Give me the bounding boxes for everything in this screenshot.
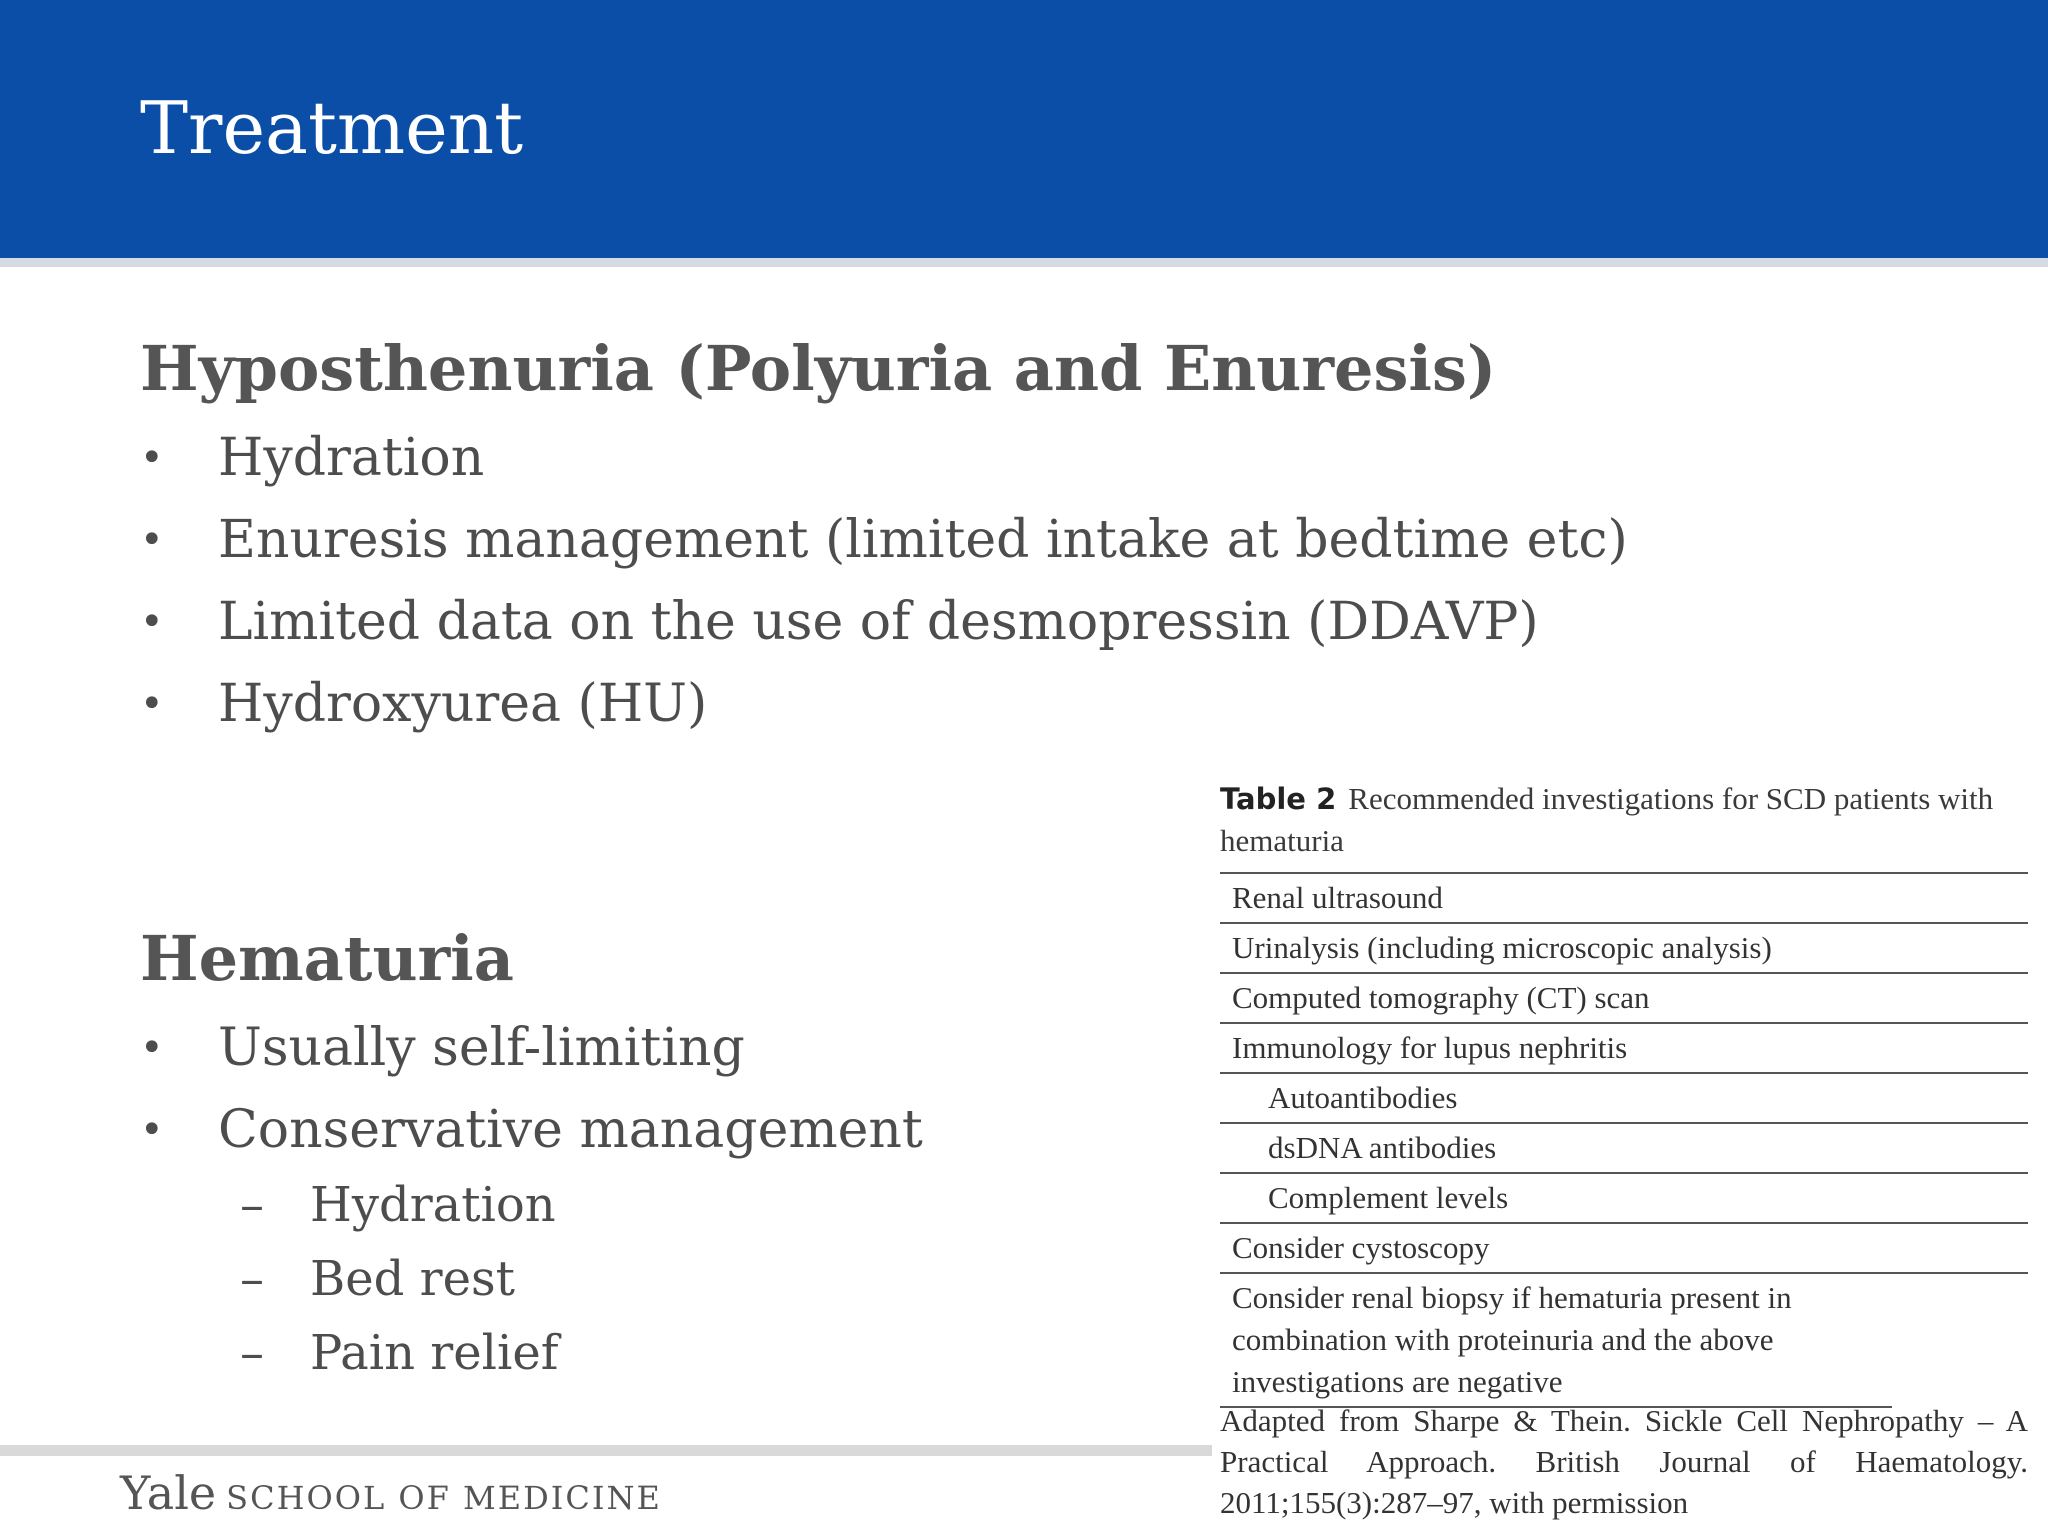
table-row: Immunology for lupus nephritis xyxy=(1220,1024,2028,1074)
table-row: Autoantibodies xyxy=(1220,1074,2028,1124)
table-row: Complement levels xyxy=(1220,1174,2028,1224)
bullet-text: Hydration xyxy=(218,428,485,488)
yale-logo xyxy=(120,1466,662,1520)
table-row: Consider renal biopsy if hematuria present in combination with proteinuria and the above investigations are negative xyxy=(1220,1274,1892,1408)
bullet-icon: • xyxy=(140,599,164,645)
bullet-icon: • xyxy=(140,435,164,481)
section-heading-hematuria: Hematuria xyxy=(140,922,514,995)
header-rule xyxy=(0,258,2048,267)
bullet-icon: • xyxy=(140,681,164,727)
bullet-text: Hydroxyurea (HU) xyxy=(218,674,708,734)
table-rows xyxy=(1220,872,2028,1408)
table-row: Consider cystoscopy xyxy=(1220,1224,2028,1274)
table-label: Table 2 xyxy=(1220,782,1337,816)
sub-bullet-text: Bed rest xyxy=(310,1251,515,1307)
table-row: Renal ultrasound xyxy=(1220,874,2028,924)
table-footnote: Adapted from Sharpe & Thein. Sickle Cell Nephropathy – A Practical Approach. British Journal of Haematology. 2011;155(3):287–97, with permission xyxy=(1220,1403,2028,1520)
bullet-text: Enuresis management (limited intake at bedtime etc) xyxy=(218,510,1628,570)
table-row: dsDNA antibodies xyxy=(1220,1124,2028,1174)
logo-school-text: SCHOOL OF MEDICINE xyxy=(226,1479,662,1517)
slide-title: Treatment xyxy=(140,86,524,170)
table-caption-text: Recommended investigations for SCD patients with hematuria xyxy=(1220,781,1994,858)
bullet-text: Limited data on the use of desmopressin (DDAVP) xyxy=(218,592,1539,652)
dash-icon: – xyxy=(240,1251,264,1307)
dash-icon: – xyxy=(240,1177,264,1233)
dash-icon: – xyxy=(240,1325,264,1381)
logo-yale-text: Yale xyxy=(120,1466,217,1520)
sub-bullet-text: Hydration xyxy=(310,1177,556,1233)
bullet-text: Conservative management xyxy=(218,1100,923,1160)
bullet-icon: • xyxy=(140,517,164,563)
bullet-icon: • xyxy=(140,1025,164,1071)
section-heading-hyposthenuria: Hyposthenuria (Polyuria and Enuresis) xyxy=(140,332,1497,405)
bullet-icon: • xyxy=(140,1107,164,1153)
sub-bullet-text: Pain relief xyxy=(310,1325,559,1381)
table-row: Urinalysis (including microscopic analysis) xyxy=(1220,924,2028,974)
table-caption xyxy=(1220,778,2028,862)
table-row: Computed tomography (CT) scan xyxy=(1220,974,2028,1024)
footer-rule xyxy=(0,1445,1215,1456)
bullet-text: Usually self-limiting xyxy=(218,1018,745,1078)
investigations-table xyxy=(1212,760,2032,1536)
